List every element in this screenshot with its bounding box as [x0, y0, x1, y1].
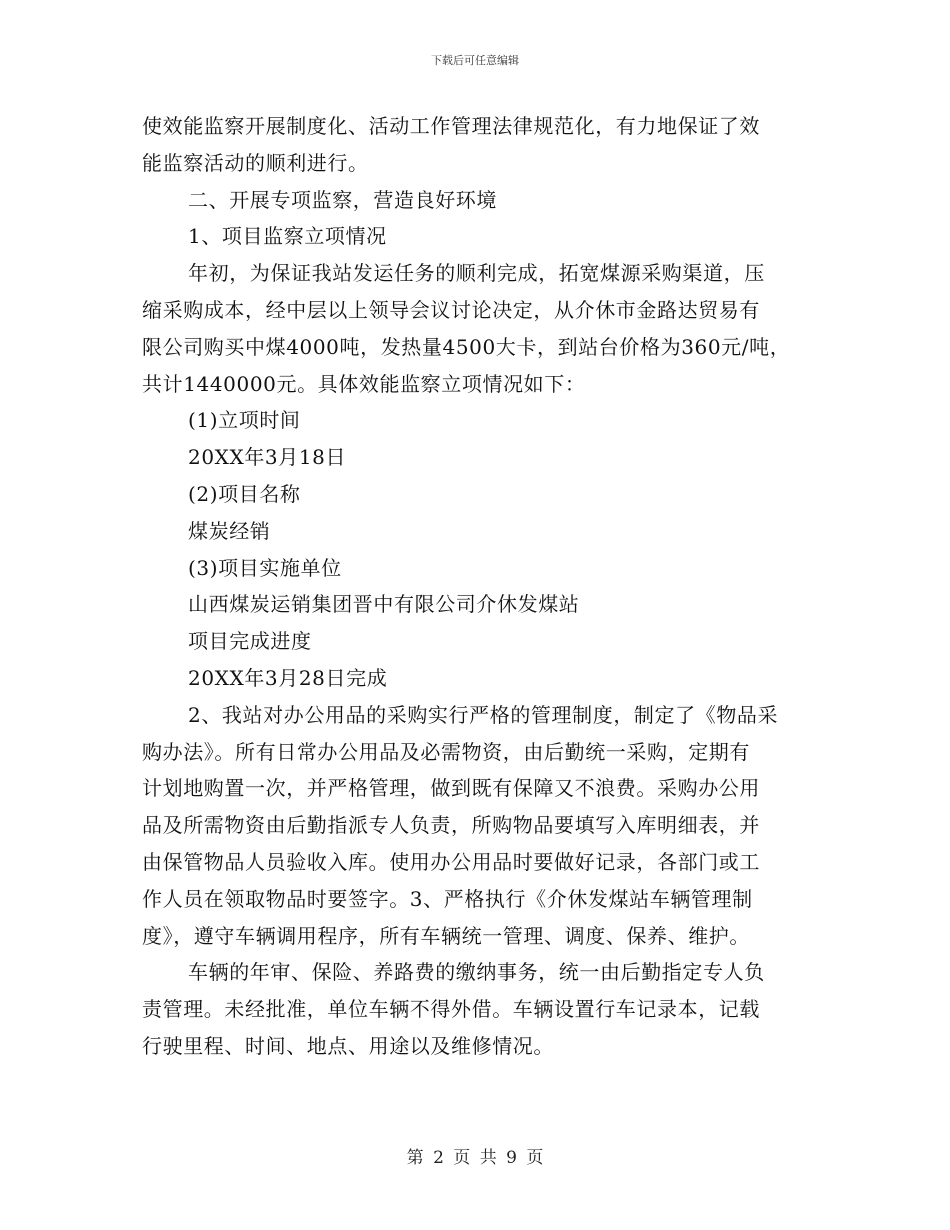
page-header: 下载后可任意编辑 — [431, 54, 519, 67]
text-line: 购办法》。所有日常办公用品及必需物资，由后勤统一采购，定期有 — [142, 739, 750, 764]
text-line: 煤炭经销 — [188, 518, 271, 543]
text-line: 20XX年3月28日完成 — [188, 665, 388, 690]
text-line: 责管理。未经批准，单位车辆不得外借。车辆设置行车记录本，记载 — [142, 997, 760, 1022]
text-line: 作人员在领取物品时要签字。3、严格执行《介休发煤站车辆管理制 — [142, 886, 753, 911]
text-line: 使效能监察开展制度化、活动工作管理法律规范化，有力地保证了效 — [142, 114, 760, 138]
text-line: 年初，为保证我站发运任务的顺利完成，拓宽煤源采购渠道，压 — [188, 261, 765, 286]
text-line: 山西煤炭运销集团晋中有限公司介休发煤站 — [188, 592, 580, 617]
document-body — [142, 108, 812, 1065]
text-line: 二、开展专项监察，营造良好环境 — [188, 187, 497, 212]
text-line: (2)项目名称 — [188, 481, 301, 506]
page-number: 第 2 页 共 9 页 — [406, 1148, 544, 1168]
text-line: 1、项目监察立项情况 — [188, 224, 387, 249]
text-line: 车辆的年审、保险、养路费的缴纳事务，统一由后勤指定专人负 — [188, 960, 765, 985]
text-line: 缩采购成本，经中层以上领导会议讨论决定，从介休市金路达贸易有 — [142, 297, 760, 322]
text-line: 能监察活动的顺利进行。 — [142, 150, 369, 175]
text-line: 限公司购买中煤4000吨，发热量4500大卡，到站台价格为360元/吨， — [142, 334, 791, 359]
text-line: 行驶里程、时间、地点、用途以及维修情况。 — [142, 1033, 554, 1058]
text-line: 度》，遵守车辆调用程序，所有车辆统一管理、调度、保养、维护。 — [142, 923, 750, 948]
text-line: 共计1440000元。具体效能监察立项情况如下： — [142, 371, 586, 396]
text-line: (1)立项时间 — [188, 408, 301, 433]
text-line: 品及所需物资由后勤指派专人负责，所购物品要填写入库明细表，并 — [142, 813, 760, 838]
text-line: 2、我站对办公用品的采购实行严格的管理制度，制定了《物品采 — [188, 702, 779, 727]
text-line: 由保管物品人员验收入库。使用办公用品时要做好记录，各部门或工 — [142, 849, 760, 874]
text-line: 20XX年3月18日 — [188, 445, 347, 470]
text-line: 项目完成进度 — [188, 629, 312, 654]
text-line: (3)项目实施单位 — [188, 555, 342, 580]
text-line: 计划地购置一次，并严格管理，做到既有保障又不浪费。采购办公用 — [142, 776, 760, 801]
